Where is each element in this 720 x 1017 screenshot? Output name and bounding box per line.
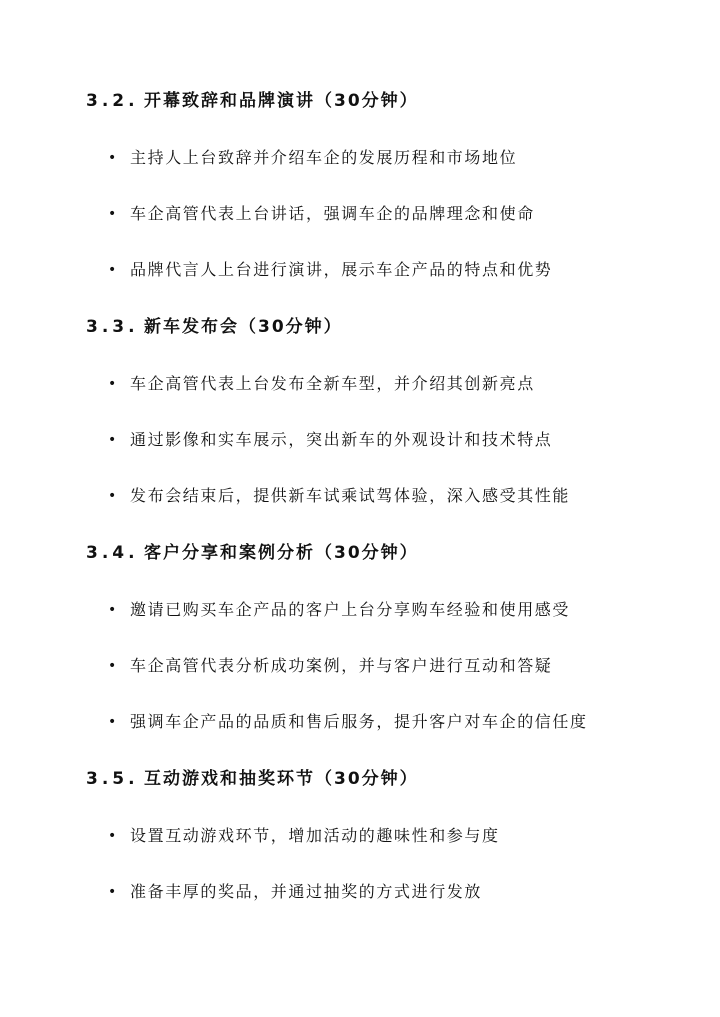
bullet-icon: • — [108, 828, 118, 844]
section-title: 互动游戏和抽奖环节（30分钟） — [144, 769, 419, 789]
list-item-text: 车企高管代表上台讲话，强调车企的品牌理念和使命 — [130, 204, 535, 223]
bullet-icon: • — [108, 150, 118, 166]
list-item — [108, 881, 482, 903]
list-item — [108, 711, 588, 733]
bullet-icon: • — [108, 602, 118, 618]
list-item — [108, 373, 535, 395]
list-item — [108, 599, 570, 621]
bullet-icon: • — [108, 206, 118, 222]
list-item-text: 车企高管代表分析成功案例，并与客户进行互动和答疑 — [130, 656, 553, 675]
bullet-icon: • — [108, 432, 118, 448]
list-item — [108, 655, 552, 677]
section-heading — [86, 542, 419, 564]
section-title: 开幕致辞和品牌演讲（30分钟） — [144, 91, 419, 111]
bullet-icon: • — [108, 488, 118, 504]
section-title: 客户分享和案例分析（30分钟） — [144, 543, 419, 563]
list-item — [108, 485, 570, 507]
list-item-text: 品牌代言人上台进行演讲，展示车企产品的特点和优势 — [130, 260, 553, 279]
list-item-text: 强调车企产品的品质和售后服务，提升客户对车企的信任度 — [130, 712, 588, 731]
section-number: 3.2. — [86, 91, 139, 111]
section-heading — [86, 768, 419, 790]
list-item-text: 发布会结束后，提供新车试乘试驾体验，深入感受其性能 — [130, 486, 571, 505]
section-number: 3.3. — [86, 317, 139, 337]
list-item-text: 主持人上台致辞并介绍车企的发展历程和市场地位 — [130, 148, 518, 167]
list-item — [108, 259, 552, 281]
bullet-icon: • — [108, 376, 118, 392]
list-item-text: 邀请已购买车企产品的客户上台分享购车经验和使用感受 — [130, 600, 571, 619]
list-item-text: 通过影像和实车展示，突出新车的外观设计和技术特点 — [130, 430, 553, 449]
section-heading — [86, 316, 343, 338]
bullet-icon: • — [108, 658, 118, 674]
section-title: 新车发布会（30分钟） — [144, 317, 343, 337]
list-item-text: 车企高管代表上台发布全新车型，并介绍其创新亮点 — [130, 374, 535, 393]
list-item-text: 准备丰厚的奖品，并通过抽奖的方式进行发放 — [130, 882, 483, 901]
bullet-icon: • — [108, 714, 118, 730]
list-item — [108, 203, 535, 225]
list-item — [108, 429, 552, 451]
bullet-icon: • — [108, 262, 118, 278]
list-item — [108, 825, 500, 847]
list-item-text: 设置互动游戏环节，增加活动的趣味性和参与度 — [130, 826, 500, 845]
section-heading — [86, 90, 419, 112]
bullet-icon: • — [108, 884, 118, 900]
section-number: 3.5. — [86, 769, 139, 789]
list-item — [108, 147, 517, 169]
section-number: 3.4. — [86, 543, 139, 563]
